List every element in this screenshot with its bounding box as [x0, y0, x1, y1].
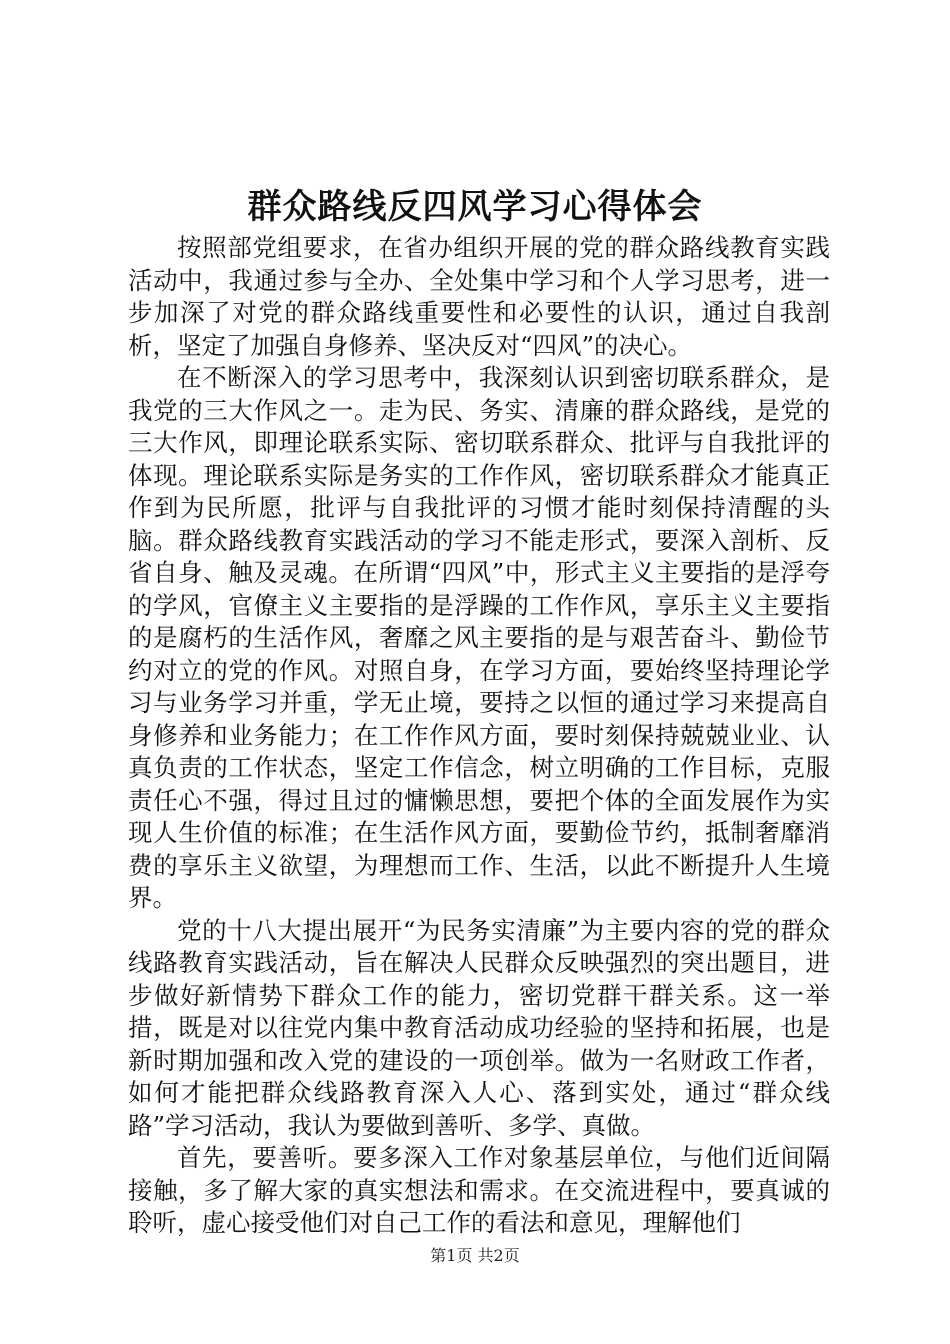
paragraph-3: 党的十八大提出展开“为民务实清廉”为主要内容的党的群众线路教育实践活动，旨在解决人民群众反映强烈的突出题目，进步做好新情势下群众工作的能力，密切党群干群关系。这一举措，既是对以往党内集中教育活动成功经验的坚持和拓展，也是新时期加强和改入党的建设的一项创举。做为一名财政工作者，如何才能把群众线路教育深入人心、落到实处，通过“群众线路”学习活动，我认为要做到善听、多学、真做。 [128, 915, 830, 1140]
page-number-label: 第1页 共2页 [430, 1246, 520, 1265]
page-footer [0, 1245, 950, 1267]
paragraph-1: 按照部党组要求，在省办组织开展的党的群众路线教育实践活动中，我通过参与全办、全处集中学习和个人学习思考，进一步加深了对党的群众路线重要性和必要性的认识，通过自我剖析，坚定了加强自身修养、坚决反对“四风”的决心。 [128, 233, 830, 360]
paragraph-2: 在不断深入的学习思考中，我深刻认识到密切联系群众，是我党的三大作风之一。走为民、务实、清廉的群众路线，是党的三大作风，即理论联系实际、密切联系群众、批评与自我批评的体现。理论联系实际是务实的工作作风，密切联系群众才能真正作到为民所愿，批评与自我批评的习惯才能时刻保持清醒的头脑。群众路线教育实践活动的学习不能走形式，要深入剖析、反省自身、触及灵魂。在所谓“四风”中，形式主义主要指的是浮夸的学风，官僚主义主要指的是浮躁的工作作风，享乐主义主要指的是腐朽的生活作风，奢靡之风主要指的是与艰苦奋斗、勤俭节约对立的党的作风。对照自身，在学习方面，要始终坚持理论学习与业务学习并重，学无止境，要持之以恒的通过学习来提高自身修养和业务能力；在工作作风方面，要时刻保持兢兢业业、认真负责的工作状态，坚定工作信念，树立明确的工作目标，克服责任心不强，得过且过的慵懒思想，要把个体的全面发展作为实现人生价值的标准；在生活作风方面，要勤俭节约，抵制奢靡消费的享乐主义欲望，为理想而工作、生活，以此不断提升人生境界。 [128, 363, 830, 912]
document-body [128, 232, 830, 1240]
paragraph-4: 首先，要善听。要多深入工作对象基层单位，与他们近间隔接触，多了解大家的真实想法和需求。在交流进程中，要真诚的聆听，虚心接受他们对自己工作的看法和意见，理解他们 [128, 1143, 830, 1237]
document-title: 群众路线反四风学习心得体会 [247, 187, 703, 227]
